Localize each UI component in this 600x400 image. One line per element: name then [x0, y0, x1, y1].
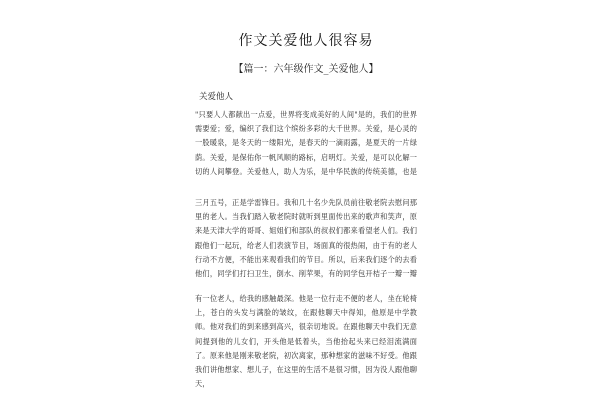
paragraph-3: 有一位老人，给我的感触最深。他是一位行走不便的老人，坐在轮椅上，苍白的头发与满脸的皱纹，在跟他聊天中得知，他原是中学教师。他对我们的到来感到高兴，很亲切地说。在跟他聊天中我们无意间提到他的儿女们，开头他是低着头，当他抬起头来已经泪流满面了。原来他是刚来敬老院，初次离家，那种想家的滋味不好受。他跟我们讲他想家、想儿子，在这里的生活不是很习惯，因为没人跟他聊天， [195, 294, 417, 389]
document-body [195, 0, 417, 400]
section-heading: 关爱他人 [199, 92, 234, 102]
document-title: 作文关爱他人很容易 [238, 33, 374, 49]
paragraph-1: "只要人人都献出一点爱，世界将变成美好的人间"是的，我们的世界需要爱；爱，编织了我们这个缤纷多彩的大千世界。关爱，是心灵的一股暖泉，是冬天的一缕阳光，是春天的一滴雨露，是夏天的一片绿荫。关爱，是保佑你一帆风顺的路标，启明灯。关爱，是可以化解一切的人间攀登。关爱他人，助人为乐，是中华民族的传统美德，也是 [195, 110, 417, 176]
document-subtitle: 【篇一：六年级作文_关爱他人】 [233, 64, 379, 75]
paragraph-2: 三月五号，正是学雷锋日。我和几十名少先队员前往敬老院去慰问那里的老人。当我们踏入敬老院时就听到里面传出来的歌声和笑声，原来是天津大学的哥哥、姐姐们和部队的叔叔们都来看望老人们。我们跟他们一起玩，给老人们表演节目，场面真的很热闹，由于有的老人行动不方便，不能出来观看我们的节目。所以，后来我们逐个的去看他们，同学们打扫卫生，倒水、削苹果，有的同学包开桔子一瓣一瓣 [195, 198, 417, 279]
